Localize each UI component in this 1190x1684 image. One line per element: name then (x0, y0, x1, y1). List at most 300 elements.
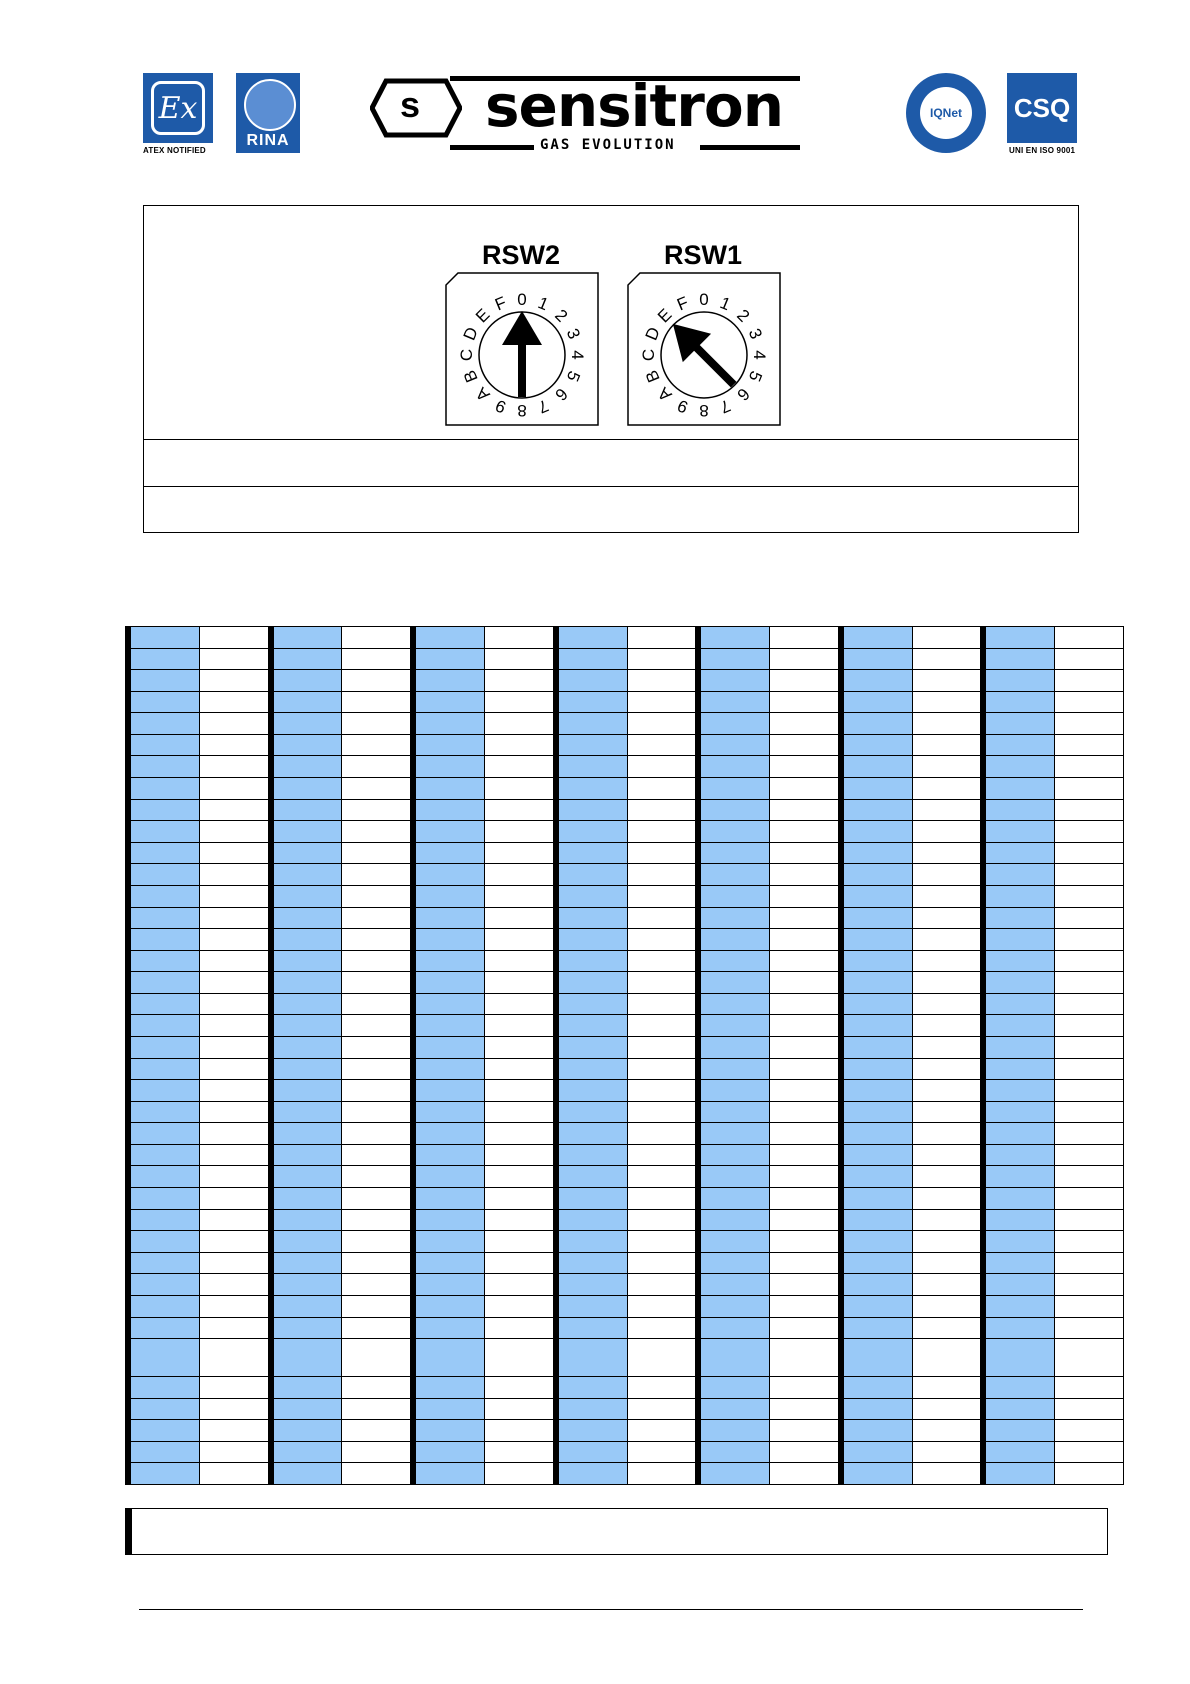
table-row (131, 1015, 268, 1037)
table-row (131, 843, 268, 865)
table-row (986, 1253, 1123, 1275)
table-row (274, 1102, 411, 1124)
table-row (844, 1080, 981, 1102)
value-cell (341, 649, 410, 670)
address-cell (131, 1399, 199, 1420)
value-cell (199, 951, 268, 972)
rsw1-label-E: E (654, 305, 676, 327)
table-row (274, 1015, 411, 1037)
value-cell (199, 778, 268, 799)
value-cell (769, 1059, 838, 1080)
table-row (844, 649, 981, 671)
table-row (416, 1188, 553, 1210)
table-row (986, 1399, 1123, 1421)
rsw2-dial (444, 271, 600, 427)
value-cell (199, 1296, 268, 1317)
address-cell (844, 864, 912, 885)
table-row (131, 1145, 268, 1167)
value-cell (1054, 713, 1123, 734)
table-column-group (980, 627, 1123, 1485)
table-row (274, 1377, 411, 1399)
rsw2-label-3: 3 (562, 325, 584, 342)
panel-row-1 (144, 439, 1078, 486)
table-row (131, 1231, 268, 1253)
address-cell (701, 972, 769, 993)
value-cell (199, 1015, 268, 1036)
address-cell (701, 1123, 769, 1144)
value-cell (484, 692, 553, 713)
table-row (559, 1420, 696, 1442)
value-cell (199, 670, 268, 691)
table-row (416, 1420, 553, 1442)
address-cell (131, 1102, 199, 1123)
rotary-switch-panel (143, 205, 1079, 533)
address-cell (131, 627, 199, 648)
address-cell (131, 886, 199, 907)
table-row (701, 1399, 838, 1421)
value-cell (912, 972, 981, 993)
value-cell (627, 649, 696, 670)
value-cell (627, 1080, 696, 1101)
address-cell (986, 821, 1054, 842)
address-cell (416, 1210, 484, 1231)
value-cell (1054, 886, 1123, 907)
value-cell (769, 778, 838, 799)
table-row (131, 994, 268, 1016)
table-row (559, 843, 696, 865)
rsw2-label-2: 2 (551, 305, 572, 326)
brand-mark: s (400, 84, 421, 125)
value-cell (627, 713, 696, 734)
address-cell (986, 886, 1054, 907)
value-cell (341, 627, 410, 648)
address-cell (131, 1166, 199, 1187)
address-cell (701, 1166, 769, 1187)
value-cell (1054, 1231, 1123, 1252)
value-cell (769, 951, 838, 972)
address-cell (986, 627, 1054, 648)
address-table (125, 626, 1124, 1485)
value-cell (341, 1037, 410, 1058)
value-cell (199, 1210, 268, 1231)
value-cell (627, 1123, 696, 1144)
value-cell (341, 951, 410, 972)
value-cell (627, 951, 696, 972)
address-cell (844, 800, 912, 821)
value-cell (912, 1377, 981, 1398)
value-cell (341, 1102, 410, 1123)
address-cell (701, 1188, 769, 1209)
address-cell (416, 1399, 484, 1420)
table-row (559, 1102, 696, 1124)
value-cell (484, 627, 553, 648)
table-row (844, 627, 981, 649)
value-cell (627, 864, 696, 885)
value-cell (341, 821, 410, 842)
table-row (559, 1166, 696, 1188)
value-cell (912, 1123, 981, 1144)
value-cell (627, 1102, 696, 1123)
value-cell (1054, 649, 1123, 670)
address-cell (416, 886, 484, 907)
address-cell (416, 1339, 484, 1376)
value-cell (341, 1145, 410, 1166)
address-cell (416, 800, 484, 821)
address-cell (559, 1059, 627, 1080)
value-cell (484, 649, 553, 670)
value-cell (341, 1399, 410, 1420)
address-cell (986, 843, 1054, 864)
table-row (131, 1463, 268, 1485)
value-cell (912, 735, 981, 756)
table-row (274, 1399, 411, 1421)
address-cell (844, 778, 912, 799)
table-row (559, 1145, 696, 1167)
value-cell (484, 1377, 553, 1398)
address-cell (274, 692, 342, 713)
value-cell (484, 1059, 553, 1080)
address-cell (274, 908, 342, 929)
table-column-group (410, 627, 553, 1485)
rina-label: RINA (246, 132, 290, 149)
table-row (986, 994, 1123, 1016)
address-cell (559, 1318, 627, 1339)
table-row (559, 735, 696, 757)
rsw1-label-0: 0 (699, 290, 709, 309)
rsw1-label-3: 3 (744, 325, 766, 342)
table-row (701, 1318, 838, 1340)
table-row (559, 821, 696, 843)
table-row (274, 1037, 411, 1059)
value-cell (199, 1037, 268, 1058)
note-box (125, 1508, 1108, 1555)
address-cell (559, 886, 627, 907)
table-row (986, 821, 1123, 843)
table-row (274, 1339, 411, 1377)
address-cell (986, 1420, 1054, 1441)
address-cell (986, 1188, 1054, 1209)
table-row (416, 1318, 553, 1340)
table-row (701, 778, 838, 800)
value-cell (484, 670, 553, 691)
table-row (844, 929, 981, 951)
value-cell (1054, 1080, 1123, 1101)
table-row (416, 1399, 553, 1421)
value-cell (484, 1080, 553, 1101)
address-cell (274, 1102, 342, 1123)
address-cell (844, 735, 912, 756)
table-row (844, 1377, 981, 1399)
value-cell (199, 1274, 268, 1295)
address-cell (986, 1123, 1054, 1144)
value-cell (484, 1015, 553, 1036)
address-cell (274, 994, 342, 1015)
value-cell (769, 1188, 838, 1209)
value-cell (199, 756, 268, 777)
address-cell (274, 886, 342, 907)
table-row (701, 994, 838, 1016)
value-cell (341, 1253, 410, 1274)
address-cell (274, 821, 342, 842)
address-cell (844, 972, 912, 993)
table-row (416, 1274, 553, 1296)
value-cell (341, 1231, 410, 1252)
address-cell (701, 649, 769, 670)
table-row (701, 670, 838, 692)
value-cell (627, 1377, 696, 1398)
table-row (131, 951, 268, 973)
value-cell (627, 1037, 696, 1058)
table-row (559, 1442, 696, 1464)
address-cell (701, 670, 769, 691)
address-cell (986, 1377, 1054, 1398)
address-cell (986, 1080, 1054, 1101)
table-row (559, 778, 696, 800)
table-row (131, 1037, 268, 1059)
value-cell (912, 1318, 981, 1339)
table-row (416, 692, 553, 714)
table-row (274, 864, 411, 886)
table-row (844, 821, 981, 843)
table-row (559, 951, 696, 973)
address-cell (701, 1377, 769, 1398)
value-cell (912, 951, 981, 972)
value-cell (1054, 692, 1123, 713)
value-cell (627, 994, 696, 1015)
address-cell (701, 1145, 769, 1166)
address-cell (844, 1420, 912, 1441)
rsw1-dial (626, 271, 782, 427)
value-cell (1054, 800, 1123, 821)
table-row (131, 800, 268, 822)
value-cell (769, 800, 838, 821)
value-cell (341, 1080, 410, 1101)
value-cell (912, 1080, 981, 1101)
value-cell (912, 908, 981, 929)
address-cell (274, 1274, 342, 1295)
value-cell (199, 1188, 268, 1209)
value-cell (484, 735, 553, 756)
address-cell (416, 692, 484, 713)
rsw2-label-8: 8 (517, 401, 527, 420)
table-row (131, 778, 268, 800)
value-cell (912, 1399, 981, 1420)
value-cell (199, 1166, 268, 1187)
address-cell (844, 1296, 912, 1317)
table-row (986, 1059, 1123, 1081)
table-column-group (695, 627, 838, 1485)
atex-logo (143, 73, 213, 143)
value-cell (627, 735, 696, 756)
value-cell (341, 994, 410, 1015)
rsw1-label-9: 9 (674, 395, 691, 417)
address-cell (844, 649, 912, 670)
address-cell (701, 908, 769, 929)
address-cell (416, 972, 484, 993)
address-cell (559, 649, 627, 670)
address-cell (844, 670, 912, 691)
address-cell (986, 1102, 1054, 1123)
address-cell (274, 1188, 342, 1209)
table-row (274, 1318, 411, 1340)
table-row (844, 1274, 981, 1296)
table-row (274, 1188, 411, 1210)
address-cell (559, 994, 627, 1015)
table-row (274, 1420, 411, 1442)
value-cell (199, 1420, 268, 1441)
table-row (844, 1399, 981, 1421)
value-cell (912, 929, 981, 950)
address-cell (701, 1210, 769, 1231)
table-row (844, 1318, 981, 1340)
value-cell (484, 951, 553, 972)
address-cell (986, 735, 1054, 756)
table-row (131, 1442, 268, 1464)
table-row (559, 1015, 696, 1037)
address-cell (274, 1296, 342, 1317)
address-cell (416, 1296, 484, 1317)
value-cell (341, 692, 410, 713)
address-cell (131, 1145, 199, 1166)
rsw2-label-B: B (459, 367, 482, 386)
value-cell (1054, 1339, 1123, 1376)
value-cell (627, 821, 696, 842)
address-cell (701, 1253, 769, 1274)
table-row (701, 649, 838, 671)
address-cell (416, 778, 484, 799)
value-cell (199, 692, 268, 713)
table-row (701, 756, 838, 778)
value-cell (1054, 1123, 1123, 1144)
table-row (274, 1210, 411, 1232)
table-row (274, 886, 411, 908)
table-row (274, 994, 411, 1016)
value-cell (627, 1188, 696, 1209)
value-cell (199, 1339, 268, 1376)
table-row (986, 1037, 1123, 1059)
table-row (274, 1231, 411, 1253)
table-row (559, 994, 696, 1016)
table-row (416, 670, 553, 692)
table-row (986, 1318, 1123, 1340)
address-cell (131, 713, 199, 734)
value-cell (769, 1037, 838, 1058)
address-cell (274, 864, 342, 885)
value-cell (484, 864, 553, 885)
table-row (701, 1123, 838, 1145)
address-cell (416, 1188, 484, 1209)
brand-tagline: GAS EVOLUTION (540, 137, 676, 153)
address-cell (986, 1166, 1054, 1187)
table-row (416, 843, 553, 865)
address-cell (701, 929, 769, 950)
rsw2-label-4: 4 (568, 350, 587, 360)
value-cell (484, 1339, 553, 1376)
address-cell (274, 670, 342, 691)
value-cell (484, 1274, 553, 1295)
value-cell (1054, 864, 1123, 885)
table-row (986, 1339, 1123, 1377)
address-cell (559, 1442, 627, 1463)
value-cell (1054, 735, 1123, 756)
value-cell (627, 1420, 696, 1441)
address-cell (131, 1274, 199, 1295)
address-cell (131, 951, 199, 972)
address-cell (416, 1253, 484, 1274)
value-cell (912, 1102, 981, 1123)
value-cell (484, 994, 553, 1015)
table-row (274, 1080, 411, 1102)
table-row (559, 800, 696, 822)
address-cell (131, 1296, 199, 1317)
value-cell (199, 1231, 268, 1252)
value-cell (769, 972, 838, 993)
address-cell (274, 1231, 342, 1252)
table-row (986, 929, 1123, 951)
value-cell (341, 1210, 410, 1231)
rsw2-title: RSW2 (482, 240, 561, 270)
value-cell (1054, 1296, 1123, 1317)
address-cell (131, 800, 199, 821)
table-row (701, 627, 838, 649)
value-cell (199, 649, 268, 670)
address-cell (416, 1123, 484, 1144)
value-cell (1054, 1442, 1123, 1463)
value-cell (769, 1318, 838, 1339)
value-cell (1054, 1274, 1123, 1295)
value-cell (199, 972, 268, 993)
value-cell (484, 1166, 553, 1187)
value-cell (1054, 1318, 1123, 1339)
rsw2-label-F: F (492, 292, 510, 315)
table-row (701, 1059, 838, 1081)
table-row (416, 649, 553, 671)
value-cell (627, 1318, 696, 1339)
table-row (131, 1059, 268, 1081)
table-row (416, 1080, 553, 1102)
value-cell (912, 1188, 981, 1209)
table-row (131, 1377, 268, 1399)
table-row (844, 1442, 981, 1464)
table-row (131, 649, 268, 671)
address-cell (131, 1015, 199, 1036)
value-cell (199, 1442, 268, 1463)
address-cell (559, 756, 627, 777)
address-cell (274, 1123, 342, 1144)
rsw1-label-A: A (654, 383, 676, 405)
table-row (986, 670, 1123, 692)
address-cell (844, 1166, 912, 1187)
table-row (844, 1339, 981, 1377)
value-cell (769, 1166, 838, 1187)
address-cell (701, 864, 769, 885)
value-cell (484, 821, 553, 842)
address-cell (131, 1080, 199, 1101)
address-cell (559, 1253, 627, 1274)
address-cell (274, 1210, 342, 1231)
table-row (274, 1442, 411, 1464)
value-cell (341, 1296, 410, 1317)
address-cell (131, 1188, 199, 1209)
address-cell (416, 864, 484, 885)
value-cell (1054, 972, 1123, 993)
address-cell (559, 1080, 627, 1101)
value-cell (912, 864, 981, 885)
table-row (844, 843, 981, 865)
table-row (416, 735, 553, 757)
value-cell (1054, 1420, 1123, 1441)
rsw2-label-0: 0 (517, 290, 527, 309)
